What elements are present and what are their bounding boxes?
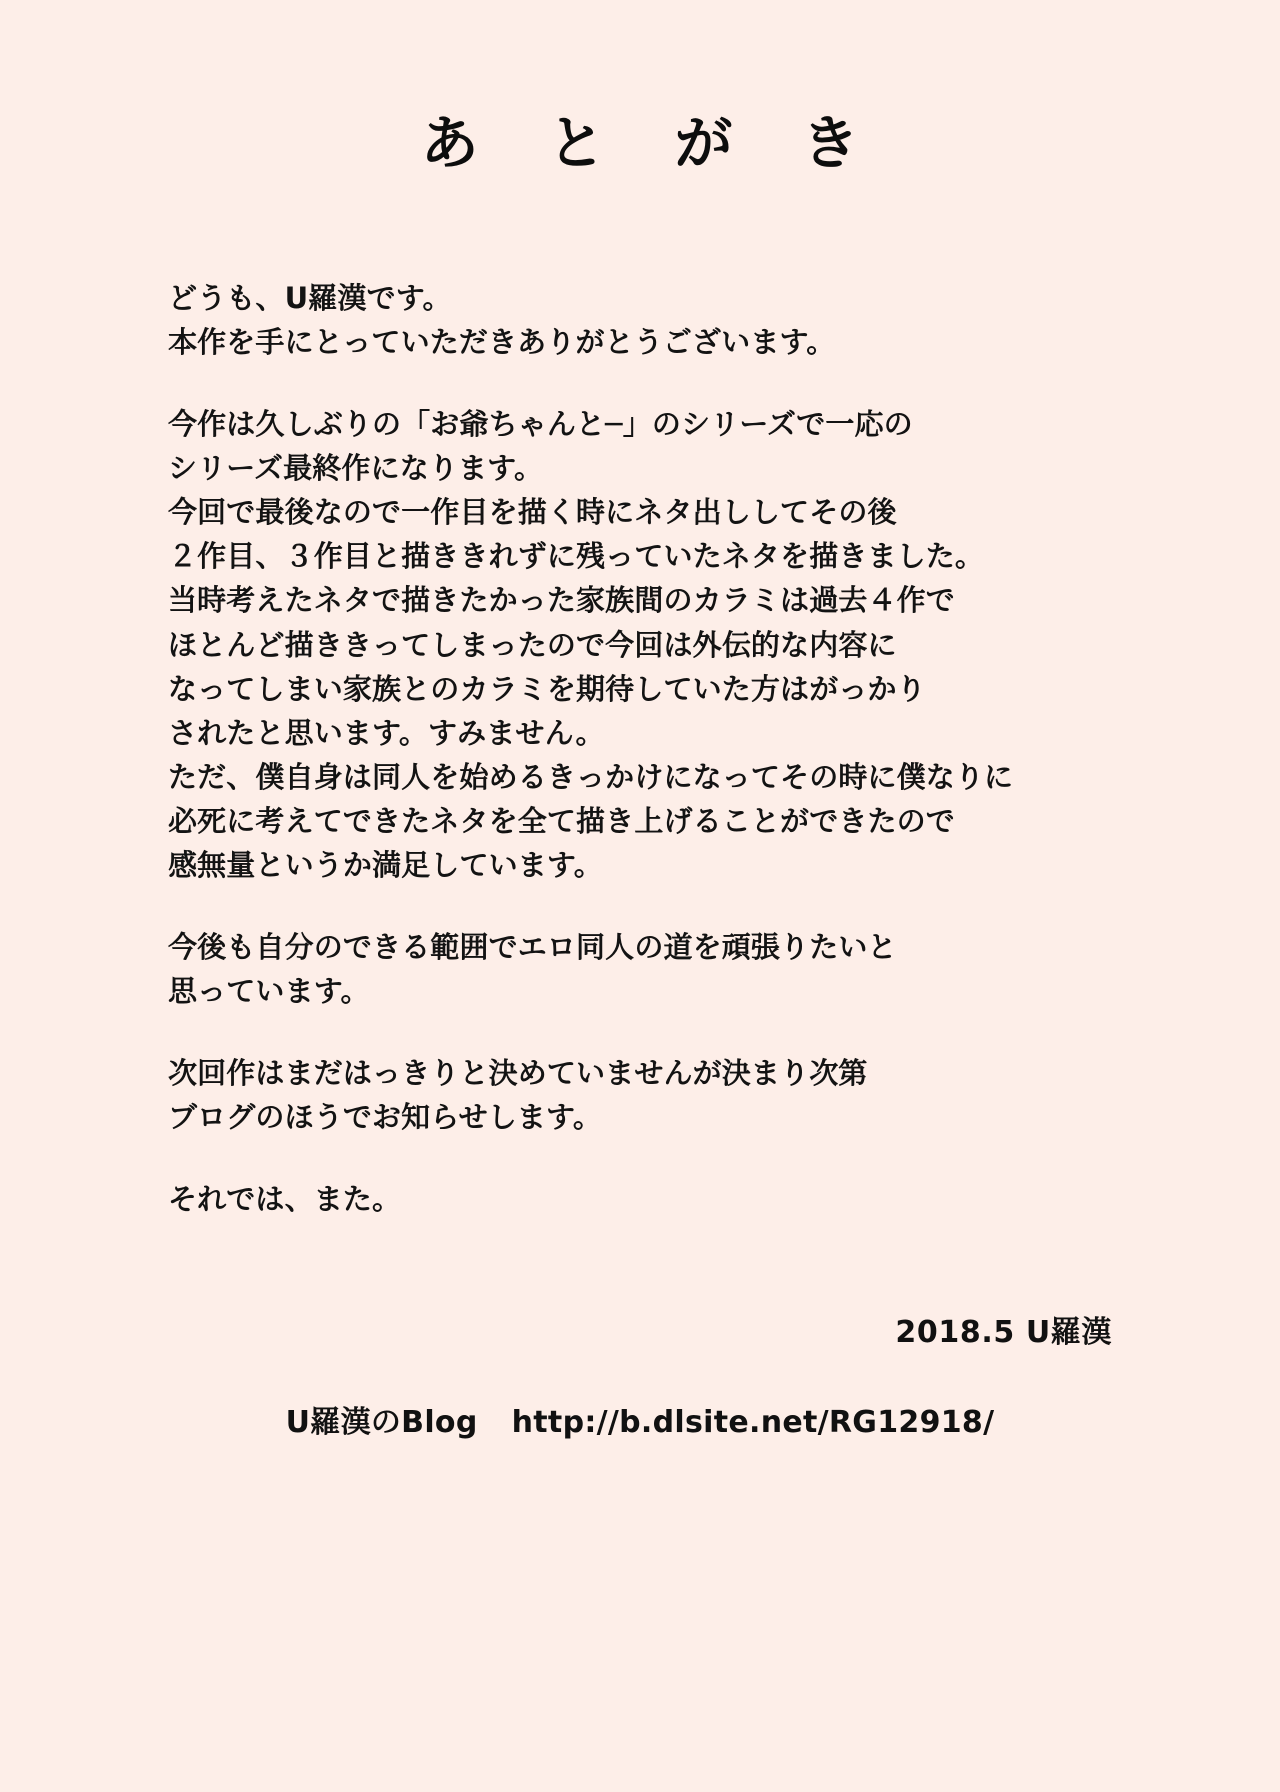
text-line: 本作を手にとっていただきありがとうございます。	[168, 325, 836, 360]
text-line: 必死に考えてできたネタを全て描き上げることができたので	[168, 803, 955, 838]
text-line: 今後も自分のできる範囲でエロ同人の道を頑張りたいと	[168, 930, 897, 965]
page-title: あ と が き	[420, 109, 884, 177]
text-line: されたと思います。すみません。	[168, 715, 605, 750]
text-line: 当時考えたネタで描きたかった家族間のカラミは過去４作で	[168, 583, 955, 618]
text-line: ブログのほうでお知らせします。	[168, 1100, 602, 1135]
text-line: 今作は久しぶりの「お爺ちゃんと─」のシリーズで一応の	[168, 407, 913, 442]
text-line: ほとんど描ききってしまったので今回は外伝的な内容に	[168, 627, 897, 662]
text-line: 思っています。	[168, 974, 370, 1009]
paragraph-5	[168, 1177, 1160, 1221]
signature-line: 2018.5 U羅漢	[895, 1315, 1112, 1351]
paragraph-1	[168, 276, 1160, 364]
text-line: ただ、僕自身は同人を始めるきっかけになってその時に僕なりに	[168, 759, 1014, 794]
paragraph-4	[168, 1051, 1160, 1139]
text-line: 今回で最後なので一作目を描く時にネタ出ししてその後	[168, 495, 897, 530]
text-line: 感無量というか満足しています。	[168, 847, 603, 882]
text-line: ２作目、３作目と描ききれずに残っていたネタを描きました。	[168, 539, 985, 574]
text-line: なってしまい家族とのカラミを期待していた方はがっかり	[168, 671, 926, 706]
text-line: それでは、また。	[168, 1182, 402, 1217]
paragraph-2	[168, 402, 1160, 887]
text-line: 次回作はまだはっきりと決めていませんが決まり次第	[168, 1056, 868, 1091]
text-line: どうも、U羅漢です。	[168, 281, 452, 315]
paragraph-3	[168, 925, 1160, 1013]
text-line: シリーズ最終作になります。	[168, 451, 544, 486]
blog-label: U羅漢のBlog	[285, 1405, 478, 1441]
blog-line	[0, 1397, 1280, 1441]
afterword-body	[0, 276, 1280, 1221]
blog-url[interactable]: http://b.dlsite.net/RG12918/	[511, 1405, 995, 1441]
